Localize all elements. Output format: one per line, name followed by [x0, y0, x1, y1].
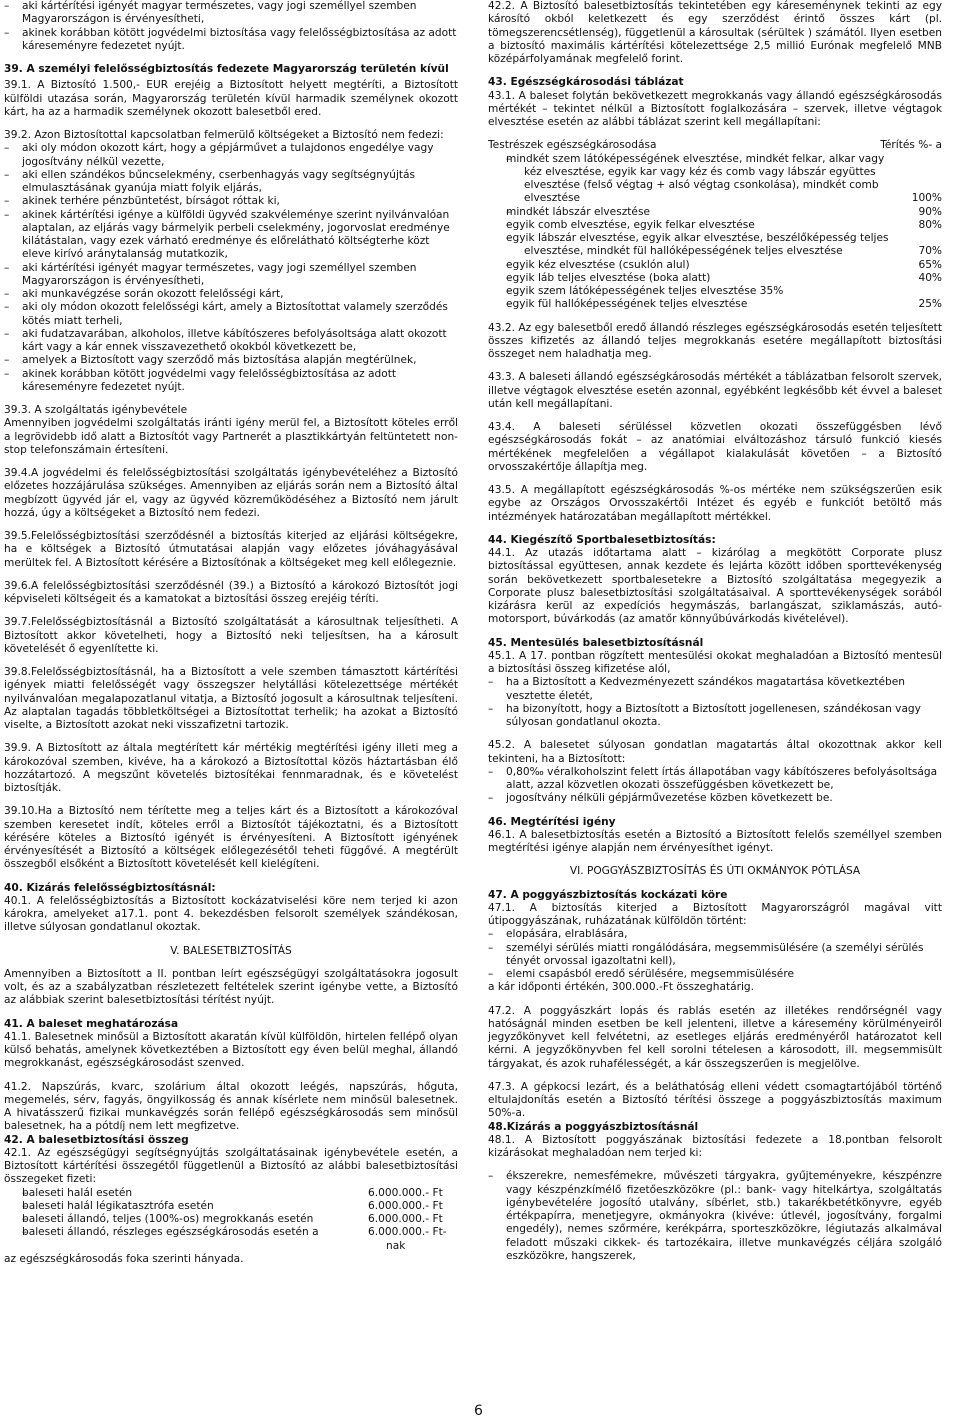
- payment-amount: 6.000.000.- Ft: [368, 1186, 443, 1199]
- list-item: – akinek korábban kötött jogvédelmi biztosítása vagy felelősségbiztosítása az adott káreseményre fedezetet nyújt.: [4, 27, 458, 54]
- list-item: – aki kártérítési igényét magyar természetes, vagy jogi személlyel szemben Magyarországon is érvényesítheti,: [4, 0, 458, 27]
- chapter-title: VI. POGGYÁSZBIZTOSÍTÁS ÉS ÚTI OKMÁNYOK PÓTLÁSA: [569, 865, 861, 878]
- section-heading: 46. Megtérítési igény: [488, 815, 616, 828]
- paragraph: 39.8.Felelősségbiztosításnál, ha a Biztosított a vele szemben támasztott kártérítési igények miatti felelősségét vagy összegszer helytállási kötelezettsége mértékét nyilvánvalóan megalapozatlanul vitatja, a Biztosító jogosult a károsultnak teljesíteni. Az alaptalan tagadás többletköltségei a Biztosítottat terhelik; ha azokat a Biztosító viselte, a Biztosított azokat neki visszafizetni tartozik.: [4, 666, 458, 731]
- list-item: – aki fudatzavarában, alkoholos, illetve kábítószeres befolyásoltsága alatt okozott kárt vagy a kár ennek visszavezethető okokból következett be,: [4, 328, 458, 355]
- section-heading: 42. A balesetbiztosítási összeg: [4, 1133, 189, 1146]
- paragraph: Amennyiben a Biztosított a II. pontban leírt egészségügyi szolgáltatásokra jogosult volt, és az a szabályzatban részletezett feltételek szerint igénybe vette, a Biztosító az alábbiak szerint balesetbiztosítási térítést nyújt.: [4, 967, 458, 1007]
- table-cell-pct: 65%: [918, 258, 942, 271]
- payment-amount: 6.000.000.- Ft: [368, 1199, 443, 1212]
- table-cell-pct: 70%: [918, 245, 942, 258]
- table-row: [488, 232, 942, 259]
- list-item: – akinek kártérítési igénye a külföldi ügyvéd szakvéleménye szerint nyilvánvalóan alaptalan, az eljárás vagy bármelyik perbeli cselekmény, jogorvoslat eredménye kilátástalan, vagy ezek várható eredménye és előrelátható költségterhe közt eleve kirívó aránytalanság mutatkozik,: [4, 209, 458, 262]
- chapter-title: V. BALESETBIZTOSÍTÁS: [170, 944, 292, 957]
- page-number: 6: [474, 1403, 483, 1419]
- paragraph: 39.7.Felelősségbiztosításnál a Biztosító szolgáltatását a károsultnak teljesítheti. A Biztosított akkor követelheti, hogy a Biztosító neki teljesítsen, ha a károsult követelését ő egyenlítette ki.: [4, 616, 458, 655]
- payment-amount: 6.000.000.- Ft-nak: [368, 1226, 447, 1252]
- table-cell-desc: – egyik láb teljes elvesztése (boka alatt): [506, 271, 711, 284]
- paragraph: 47.1. A biztosítás kiterjed a Biztosított Magyarországról magával vitt útipoggyászának, ruházatának külföldön történt:: [488, 901, 942, 927]
- left-column: [4, 0, 458, 1266]
- list-item: – akinek terhére pénzbüntetést, bírságot róttak ki,: [4, 195, 458, 208]
- paragraph: 43.1. A baleset folytán bekövetkezett megrokkanás vagy állandó egészségkárosodás mértékét – tekintet nélkül a Biztosított foglalkozására – szervek, illetve végtagok elvesztése esetén az alábbi táblázat szerint kell megállapítani:: [488, 89, 942, 128]
- paragraph: 48.1. A Biztosított poggyászának biztosítási fedezete a 18.pontban felsorolt kizárásokat meghaladóan nem terjed ki:: [488, 1133, 942, 1159]
- paragraph: 43.2. Az egy balesetből eredő állandó részleges egészségkárosodás esetén teljesített összes kifizetés az állandó teljes megrokkanás esetére megállapított biztosítási összeget nem haladhatja meg.: [488, 321, 942, 360]
- paragraph: 42.1. Az egészségügyi segítségnyújtás szolgáltatásainak igénybevétele esetén, a Biztosított kártérítési összegétől függetlenül a Biztosító az alábbi balesetbiztosítási összegeket fizeti:: [4, 1146, 458, 1186]
- table-cell-desc: – egyik szem látóképességének teljes elvesztése 35%: [506, 285, 784, 297]
- paragraph: a kár időponti értékén, 300.000.-Ft összeghatárig.: [488, 981, 755, 994]
- table-row: [488, 285, 942, 298]
- table-cell-desc: – egyik kéz elvesztése (csuklón alul): [506, 258, 690, 271]
- paragraph: az egészségkárosodás foka szerinti hányada.: [4, 1252, 244, 1265]
- paragraph: 39.6.A felelősségbiztosítási szerződésnél (39.) a Biztosító a károkozó Biztosítót jogi képviseleti költségeit és a kamatokat a biztosítási összeg erejéig téríti.: [4, 579, 458, 605]
- table-cell-pct: 25%: [918, 298, 942, 311]
- section-heading: 45. Mentesülés balesetbiztosításnál: [488, 636, 704, 649]
- list-item: – akinek korábban kötött jogvédelmi vagy felelősségbiztosítása az adott káreseményre fedezetet nyújt.: [4, 368, 458, 395]
- paragraph: 46.1. A balesetbiztosítás esetén a Biztosító a Biztosított felelős személlyel szemben megtérítési igénye alapján nem érvényesíthet igényt.: [488, 828, 942, 854]
- paragraph: 39.10.Ha a Biztosító nem térítette meg a teljes kárt és a Biztosított a károkozóval szemben keresetet indít, köteles erről a Biztosítót tájékoztatni, és a Biztosított kérésére köteles a Biztosító igényét is érvényesíteni. A Biztosított igényének érvényesítését a Biztosító a költségek előlegezésétől teheti függővé. A megtérült összegből elsőként a Biztosított követelését kell kielégíteni.: [4, 805, 458, 871]
- list-item: – 0,80‰ véralkoholszint felett írtás állapotában vagy kábítószeres befolyásoltsága alatt, azzal közvetlen okozati összefüggésben következett be,: [488, 766, 942, 793]
- section-heading: 39. A személyi felelősségbiztosítás fedezete Magyarország területén kívül: [4, 63, 449, 75]
- payment-row: [4, 1226, 458, 1253]
- list-item: – ha a Biztosított a Kedvezményezett szándékos magatartása következtében vesztette életét,: [488, 676, 942, 703]
- payment-row: [4, 1187, 458, 1200]
- list-item: – személyi sérülés miatti rongálódására, megsemmisülésére (a személyi sérülés tényét orvossal igazoltatni kell),: [488, 942, 942, 969]
- paragraph: 41.2. Napszúrás, kvarc, szolárium által okozott leégés, napszúrás, hőguta, megemelés, sérv, fagyás, öngyilkosság és annak kísérlete nem minősül balesetnek. A hivatásszerű fizikai munkavégzés során fellépő egészségkárosodás sem minősül balesetnek, ha a pótdíj nem lett megfizetve.: [4, 1080, 458, 1133]
- list-item: – aki ellen szándékos bűncselekmény, cserbenhagyás vagy segítségnyújtás elmulasztásának gyanúja miatt folyik eljárás,: [4, 169, 458, 196]
- table-header-left: Testrészek egészségkárosodása: [488, 139, 657, 152]
- paragraph: 40.1. A felelősségbiztosítás a Biztosított kockázatviselési köre nem terjed ki azon károkra, amelyeket a17.1. pont 4. bekezdésben felsorolt személyek szándékosan, illetve súlyosan gondatlanul okoztak.: [4, 894, 458, 934]
- paragraph: 41.1. Balesetnek minősül a Biztosított akaratán kívül külföldön, hirtelen fellépő olyan külső behatás, amelynek következtében a Biztosított egy éven belül meghal, állandó megrokkanást, egészségkárosodást szenved.: [4, 1030, 458, 1070]
- paragraph: 39.4.A jogvédelmi és felelősségbiztosítási szolgáltatás igénybevételéhez a Biztosító előzetes hozzájárulása szükséges. Amennyiben az eljárás során nem a Biztosító által megbízott ügyvéd jár el, vagy az ügyvéd közreműködéséhez a Biztosító nem járult hozzá, úgy a költségeket a Biztosító nem fedezi.: [4, 467, 458, 519]
- paragraph: Amennyiben jogvédelmi szolgáltatás iránti igény merül fel, a Biztosított köteles erről a legrövidebb idő alatt a Biztosítót vagy Partnerét a plasztikkártyán feltüntetett non-stop telefonszámain értesíteni.: [4, 417, 458, 456]
- payment-label: – baleseti állandó, teljes (100%-os) megrokkanás esetén: [22, 1213, 314, 1225]
- paragraph: 39.9. A Biztosított az általa megtérített kár mértékig megtérítési igény illeti meg a károkozóval szemben, kivéve, ha a károkozó a Biztosítottal közös háztartásban élő hozzátartozó. A megszűnt követelés biztosítékai fennmaradnak, és e követelést biztosítják.: [4, 742, 458, 794]
- table-row: [488, 259, 942, 272]
- table-cell-pct: [898, 285, 942, 298]
- list-item: – aki munkavégzése során okozott felelősségi kárt,: [4, 288, 458, 301]
- list-item: – ékszerekre, nemesfémekre, művészeti tárgyakra, gyűjteményekre, készpénzre vagy készpénzkímélő fizetőeszközökre (pl.: bank- vagy hitelkártya, szolgáltatás igénybevételére jogosító utalvány, síbérlet, stb.) takarékbetétkönyvre, egyéb értékpapírra, menetjegyre, okmányokra (kivéve: útlevél, jogosítvány, forgalmi engedély), nemes szőrmére, kerékpárra, sporteszközökre, légiutazás alkalmával feladott műszaki cikkek- és tartozékaira, illetve munkavégzés céljára szolgáló eszközökre, hangszerek,: [488, 1170, 942, 1263]
- payment-row: [4, 1213, 458, 1226]
- section-heading: 41. A baleset meghatározása: [4, 1017, 179, 1030]
- table-row: [488, 219, 942, 232]
- table-row: [488, 272, 942, 285]
- table-row: [488, 206, 942, 219]
- list-item: – elemi csapásból eredő sérülésére, megsemmisülésére: [488, 968, 942, 981]
- table-header: [488, 139, 942, 152]
- subsection-title: 39.3. A szolgáltatás igénybevétele: [4, 404, 188, 416]
- list-item: – jogosítvány nélküli gépjárművezetése közben következett be.: [488, 792, 942, 805]
- paragraph: 44.1. Az utazás időtartama alatt – kizárólag a megkötött Corporate plusz biztosítással együttesen, annak kezdete és lejárta között időben sporttevékenység során bekövetkezett sportbalesetekre a Biztosító szolgáltatása megegyezik a Corporate plusz balesetbiztosítási szolgáltatásaival. A sporttevékenységek sorából kizárásra kerül az expedíciós hegymászás, barlangászat, sziklamászás, autó-motorsport, búvárkodás (az amatőr könnyűbúvárkodás kivételével).: [488, 547, 942, 626]
- paragraph: 45.1. A 17. pontban rögzített mentesülési okokat meghaladóan a Biztosító mentesül a biztosítási összeg kifizetése alól,: [488, 649, 942, 675]
- paragraph: 39.5.Felelősségbiztosítási szerződésnél a biztosítás kiterjed az eljárási költségekre, ha e költségek a Biztosító útmutatásai alapján vagy előzetes jóváhagyásával merültek fel. A Biztosított kérésére a Biztosítónak a költségeket meg kell előlegeznie.: [4, 530, 458, 569]
- payment-label: – baleseti állandó, részleges egészségkárosodás esetén a: [22, 1226, 319, 1239]
- section-heading: 43. Egészségkárosodási táblázat: [488, 76, 684, 89]
- table-cell-desc: – egyik fül hallóképességének teljes elvesztése: [506, 298, 748, 311]
- list-item: – aki kártérítési igényét magyar természetes, vagy jogi személlyel szemben Magyarországon is érvényesítheti,: [4, 262, 458, 289]
- paragraph: 47.2. A poggyászkárt lopás és rablás esetén az illetékes rendőrségnél vagy hatóságnál minden esetben be kell jelenteni, illetve a káresemény körülményeiről jegyzőkönyvet kell felvétetni, az esetleges eljárás eredményéről határozatot kell kérni. A jegyzőkönyvben fel kell sorolni tételesen a károsodott, ill. megsemmisült tárgyakat, és azok ruhafélességét, a kár összegszerűen is megjelölve.: [488, 1004, 942, 1070]
- table-cell-pct: 80%: [918, 218, 942, 231]
- table-cell-desc: – mindkét szem látóképességének elvesztése, mindkét felkar, alkar vagy kéz elvesztése, egyik kar vagy kéz és comb vagy lábszár együttes elvesztése (felső végtag + alsó végtag csonkolása), mindkét comb elvesztése: [506, 152, 885, 205]
- list-item: – aki oly módon okozott felelősségi kárt, amely a Biztosítottat valamely szerződés kötés miatt terheli,: [4, 301, 458, 328]
- payment-row: [4, 1200, 458, 1213]
- section-heading: 47. A poggyászbiztosítás kockázati köre: [488, 888, 728, 901]
- table-row: [488, 298, 942, 311]
- paragraph: 43.3. A baleseti állandó egészségkárosodás mértékét a táblázatban felsorolt szervek, illetve végtagok elvesztése esetén azonnal, egyébként legkésőbb két évvel a baleset után kell megállapítani.: [488, 371, 942, 410]
- paragraph: 42.2. A Biztosító balesetbiztosítás tekintetében egy káreseménynek tekinti az egy károsító okból keletkezett és egy szerződést érintő összes kárt (pl. tömegszerencsétlenség), függetlenül a károsultak (sérültek ) számától. Ilyen esetben a biztosító maximális kártérítési kötelezettsége 2,5 millió Eurónak megfelelő MNB középárfolyamának megfelelő forint.: [488, 0, 942, 65]
- list-item: – ha bizonyított, hogy a Biztosított a Biztosított jogellenesen, szándékosan vagy súlyosan gondatlanul okozta.: [488, 703, 942, 730]
- payment-amount: 6.000.000.- Ft: [368, 1213, 443, 1225]
- section-heading: 44. Kiegészítő Sportbalesetbiztosítás:: [488, 533, 716, 546]
- section-heading: 48.Kizárás a poggyászbiztosításnál: [488, 1120, 699, 1133]
- paragraph: 39.1. A Biztosító 1.500,- EUR erejéig a Biztosított helyett megtéríti, a Biztosított külföldi utazása során, Magyarország területén kívül harmadik személynek okozott kárt, ha az a harmadik személynek okozott balesetből ered.: [4, 79, 458, 118]
- table-row: [488, 153, 942, 206]
- list-item: – elopására, elrablására,: [488, 928, 942, 941]
- section-heading: 40. Kizárás felelősségbiztosításnál:: [4, 881, 216, 894]
- payment-label: – baleseti halál légikatasztrófa esetén: [22, 1199, 214, 1212]
- table-cell-desc: – egyik comb elvesztése, egyik felkar elvesztése: [506, 218, 755, 231]
- payment-label: – baleseti halál esetén: [22, 1186, 133, 1199]
- paragraph: 39.2. Azon Biztosítottal kapcsolatban felmerülő költségeket a Biztosító nem fedezi:: [4, 129, 444, 141]
- list-item: – amelyek a Biztosított vagy szerződő más biztosítása alapján megtérülnek,: [4, 354, 458, 367]
- table-cell-pct: 90%: [918, 205, 942, 218]
- table-cell-desc: – egyik lábszár elvesztése, egyik alkar elvesztése, beszélőképesség teljes elvesztése, mindkét fül hallóképességének teljes elvesztése: [506, 232, 889, 258]
- table-header-right: Térítés %- a: [880, 139, 942, 152]
- paragraph: 43.4. A baleseti sérüléssel közvetlen okozati összefüggésben lévő egészségkárosodás fokát – az anatómiai elváltozáshoz társuló funkció kiesés mértékének megfelelően a végállapot kialakulását követően – a Biztosító orvosszakértője állapítja meg.: [488, 421, 942, 473]
- paragraph: 43.5. A megállapított egészségkárosodás %-os mértéke nem szükségszerűen esik egybe az Országos Orvosszakértői Intézet és egyéb e funkciót betöltő más intézmények határozatában megállapított mértékkel.: [488, 484, 942, 523]
- right-column: [488, 0, 942, 1263]
- paragraph: 45.2. A balesetet súlyosan gondatlan magatartás által okozottnak akkor kell tekinteni, ha a Biztosított:: [488, 739, 942, 765]
- table-cell-pct: 40%: [918, 271, 942, 284]
- table-cell-pct: 100%: [911, 192, 942, 205]
- list-item: – aki oly módon okozott kárt, hogy a gépjárművet a tulajdonos engedélye vagy jogosítvány nélkül vezette,: [4, 142, 458, 169]
- paragraph: 47.3. A gépkocsi lezárt, és a beláthatóság elleni védett csomagtartójából történő eltulajdonítás esetén a Biztosító térítési összege a poggyászbiztosítás maximum 50%-a.: [488, 1080, 942, 1120]
- table-cell-desc: – mindkét lábszár elvesztése: [506, 205, 650, 218]
